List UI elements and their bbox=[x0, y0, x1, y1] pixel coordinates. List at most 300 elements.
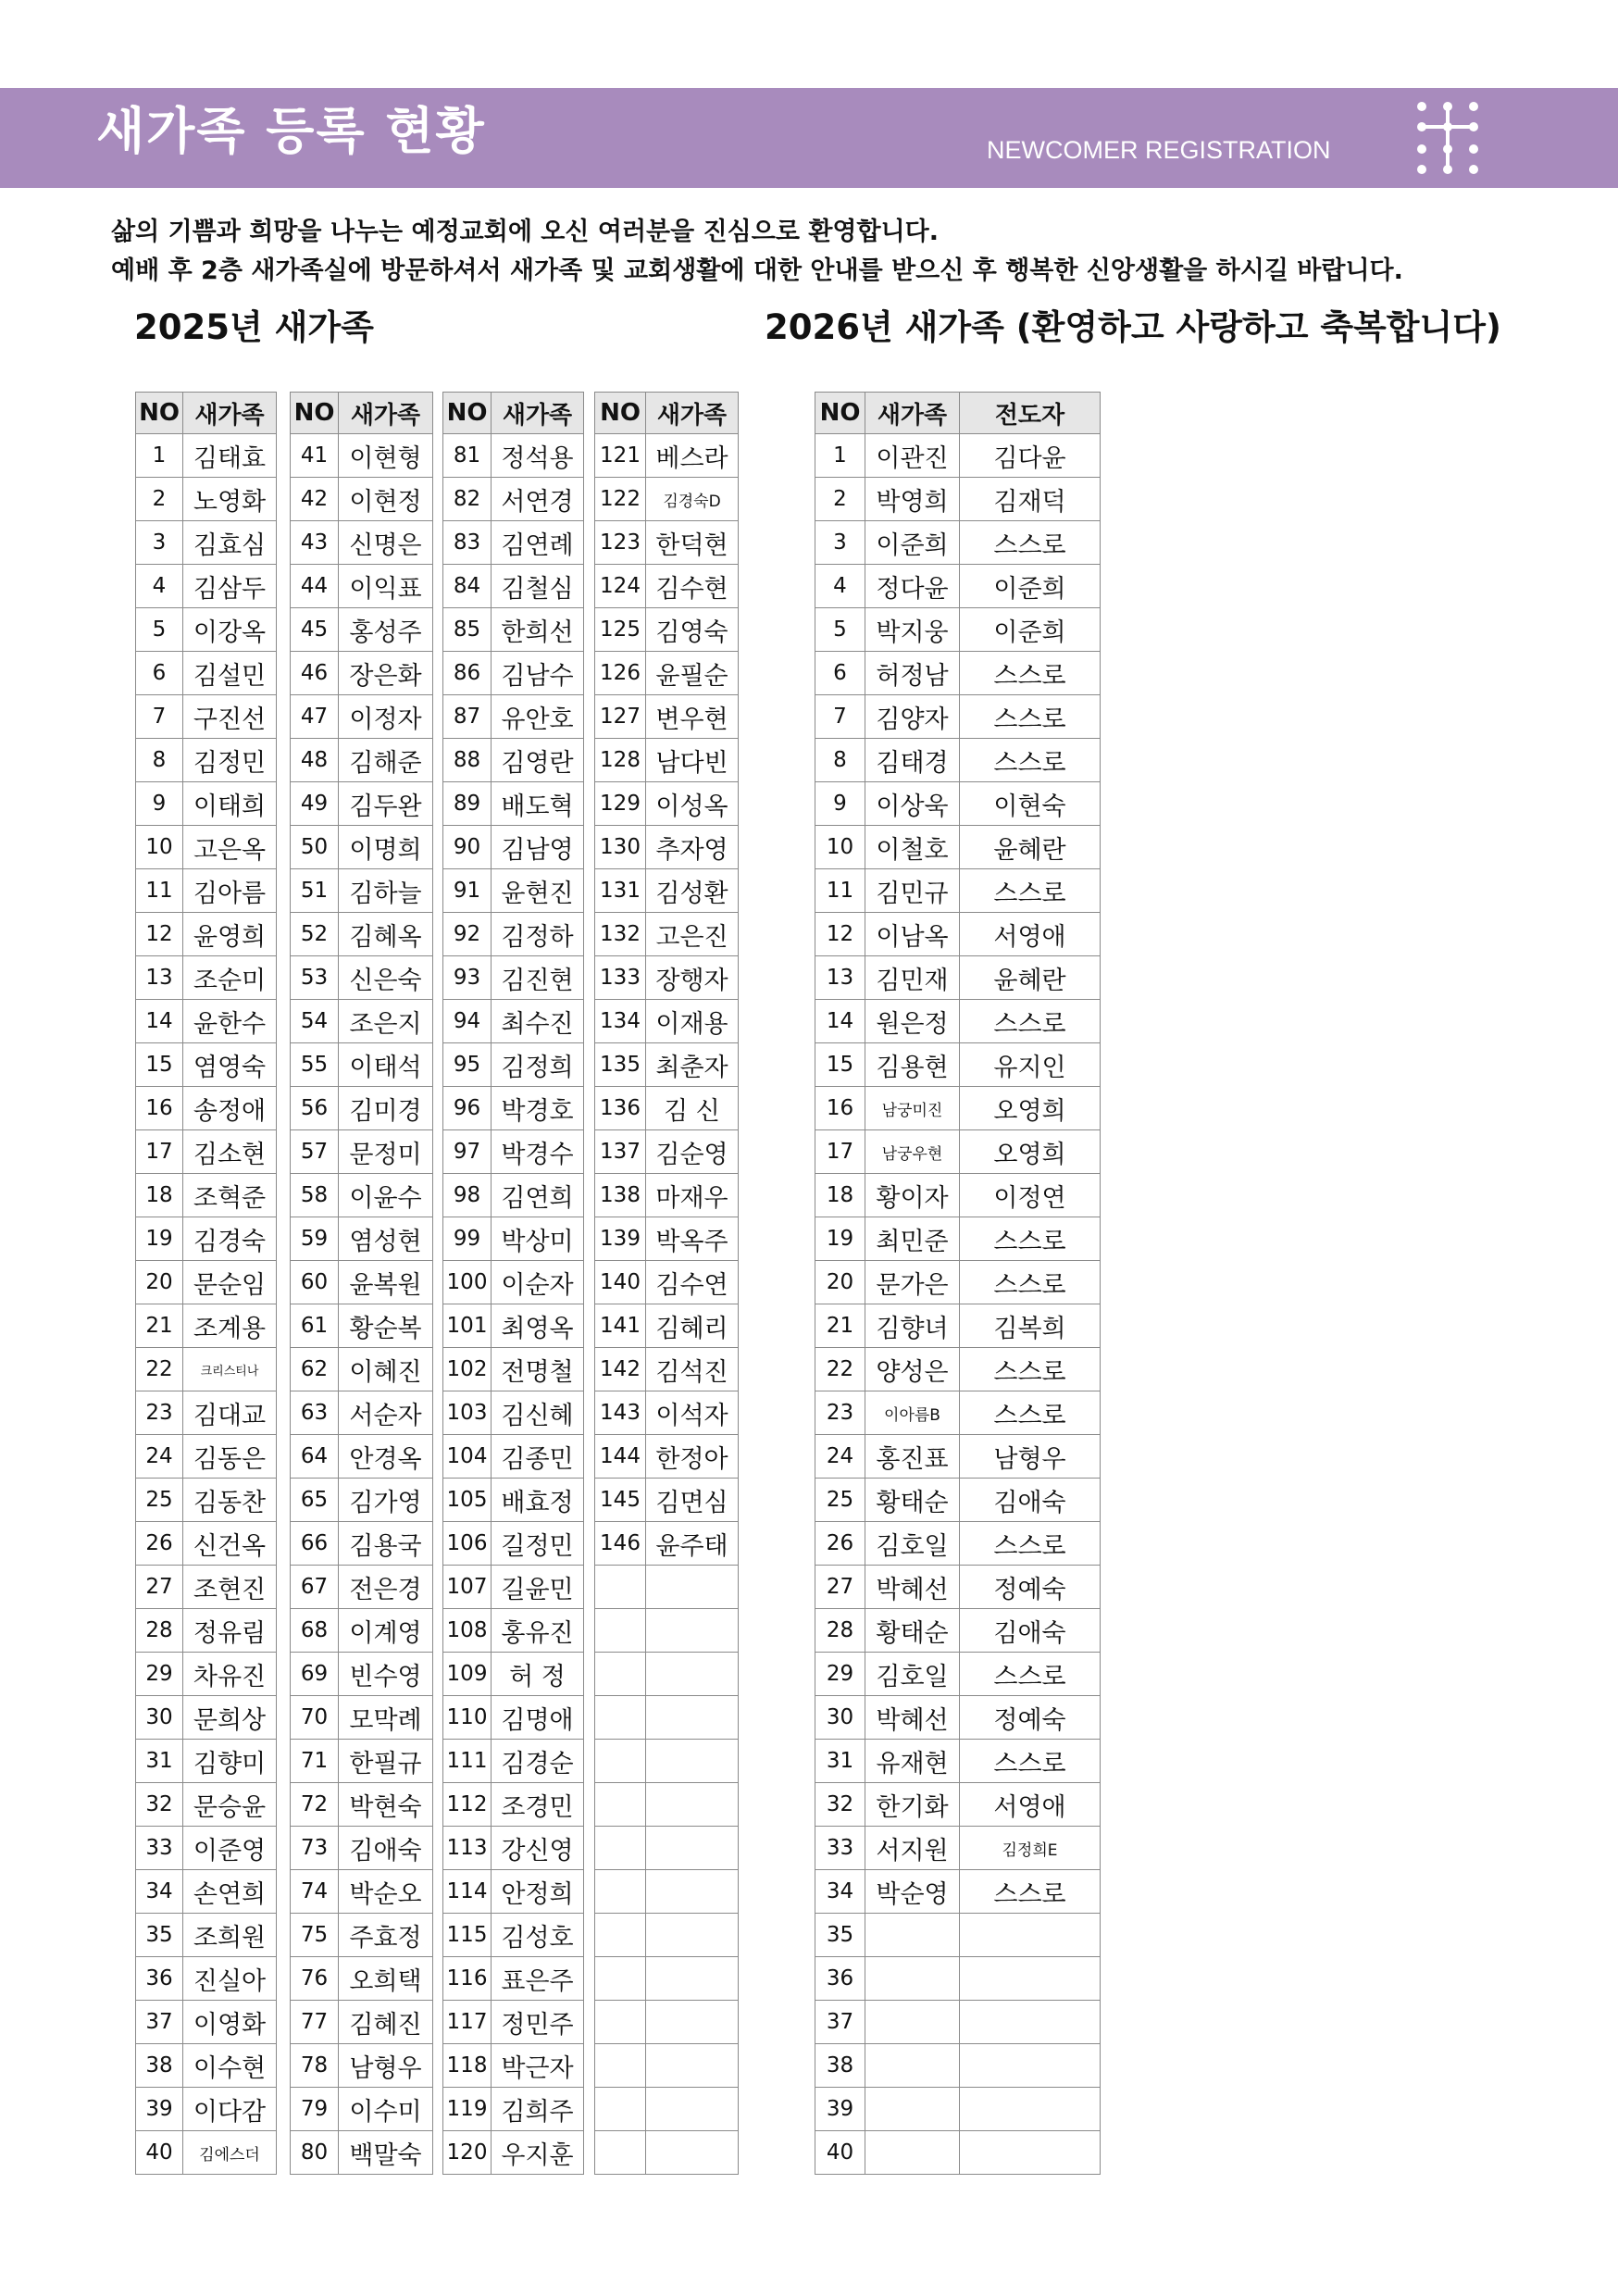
table-row bbox=[136, 1522, 277, 1566]
table-row bbox=[291, 1304, 433, 1348]
table-row bbox=[595, 1479, 739, 1522]
entry-number: 93 bbox=[443, 956, 492, 1000]
table-row bbox=[136, 565, 277, 608]
evangelist-name: 스스로 bbox=[960, 869, 1101, 913]
table-row bbox=[595, 1653, 739, 1696]
entry-number: 62 bbox=[291, 1348, 339, 1391]
entry-number: 6 bbox=[815, 652, 865, 695]
newcomer-name: 김미경 bbox=[339, 1087, 433, 1130]
entry-number: 52 bbox=[291, 913, 339, 956]
evangelist-name bbox=[960, 1914, 1101, 1957]
newcomer-name: 손연희 bbox=[183, 1870, 277, 1914]
table-row bbox=[815, 2001, 1101, 2044]
newcomer-name: 문순임 bbox=[183, 1261, 277, 1304]
table-row bbox=[136, 1914, 277, 1957]
table-row bbox=[291, 1522, 433, 1566]
newcomer-name: 송정애 bbox=[183, 1087, 277, 1130]
newcomer-name: 홍유진 bbox=[492, 1609, 584, 1653]
newcomer-name: 김동찬 bbox=[183, 1479, 277, 1522]
table-header-row bbox=[443, 393, 584, 434]
table-row bbox=[136, 1827, 277, 1870]
table-row bbox=[815, 1348, 1101, 1391]
newcomer-name: 김애숙 bbox=[339, 1827, 433, 1870]
table-row bbox=[595, 1522, 739, 1566]
entry-number: 47 bbox=[291, 695, 339, 739]
page-header bbox=[0, 88, 1618, 188]
page-title: 새가족 등록 현황 bbox=[96, 102, 486, 160]
table-row bbox=[136, 1391, 277, 1435]
newcomer-name bbox=[865, 2001, 960, 2044]
table-row bbox=[136, 2001, 277, 2044]
empty-cell bbox=[595, 1653, 646, 1696]
entry-number: 60 bbox=[291, 1261, 339, 1304]
empty-cell bbox=[646, 1914, 739, 1957]
table-row bbox=[443, 1391, 584, 1435]
table-row bbox=[291, 1566, 433, 1609]
entry-number: 135 bbox=[595, 1043, 646, 1087]
newcomer-name: 김남영 bbox=[492, 826, 584, 869]
entry-number: 7 bbox=[136, 695, 183, 739]
table-row bbox=[291, 826, 433, 869]
newcomer-name: 전은경 bbox=[339, 1566, 433, 1609]
newcomer-name: 김민규 bbox=[865, 869, 960, 913]
evangelist-name: 이준희 bbox=[960, 565, 1101, 608]
table-row bbox=[291, 1435, 433, 1479]
empty-cell bbox=[646, 1653, 739, 1696]
table-row bbox=[443, 826, 584, 869]
newcomer-name: 김해준 bbox=[339, 739, 433, 782]
entry-number: 13 bbox=[815, 956, 865, 1000]
entry-number: 90 bbox=[443, 826, 492, 869]
table-row bbox=[595, 1217, 739, 1261]
table-row bbox=[136, 608, 277, 652]
table-row bbox=[815, 521, 1101, 565]
newcomer-name: 황순복 bbox=[339, 1304, 433, 1348]
table-row bbox=[291, 1217, 433, 1261]
newcomer-name: 유안호 bbox=[492, 695, 584, 739]
table-row bbox=[291, 2001, 433, 2044]
entry-number: 5 bbox=[136, 608, 183, 652]
evangelist-name: 스스로 bbox=[960, 1261, 1101, 1304]
entry-number: 39 bbox=[136, 2088, 183, 2131]
entry-number: 4 bbox=[815, 565, 865, 608]
newcomer-name: 박혜선 bbox=[865, 1696, 960, 1740]
column-header: 새가족 bbox=[339, 393, 433, 434]
newcomer-name: 장행자 bbox=[646, 956, 739, 1000]
entry-number: 95 bbox=[443, 1043, 492, 1087]
newcomer-name: 조순미 bbox=[183, 956, 277, 1000]
evangelist-name: 서영애 bbox=[960, 913, 1101, 956]
entry-number: 117 bbox=[443, 2001, 492, 2044]
table-row bbox=[815, 1130, 1101, 1174]
newcomer-name: 김석진 bbox=[646, 1348, 739, 1391]
newcomer-name: 박옥주 bbox=[646, 1217, 739, 1261]
newcomer-name: 서순자 bbox=[339, 1391, 433, 1435]
newcomer-name: 정유림 bbox=[183, 1609, 277, 1653]
entry-number: 113 bbox=[443, 1827, 492, 1870]
entry-number: 35 bbox=[136, 1914, 183, 1957]
section-title-2026: 2026년 새가족 (환영하고 사랑하고 축복합니다) bbox=[765, 307, 1501, 347]
entry-number: 34 bbox=[815, 1870, 865, 1914]
newcomer-name: 한기화 bbox=[865, 1783, 960, 1827]
entry-number: 2 bbox=[815, 478, 865, 521]
entry-number: 21 bbox=[136, 1304, 183, 1348]
table-row bbox=[595, 521, 739, 565]
table-row bbox=[815, 1087, 1101, 1130]
newcomer-name: 이철호 bbox=[865, 826, 960, 869]
entry-number: 22 bbox=[136, 1348, 183, 1391]
table-row bbox=[136, 1870, 277, 1914]
newcomer-name: 이상욱 bbox=[865, 782, 960, 826]
table-row bbox=[291, 1653, 433, 1696]
entry-number: 56 bbox=[291, 1087, 339, 1130]
newcomer-name: 표은주 bbox=[492, 1957, 584, 2001]
table-row bbox=[136, 1566, 277, 1609]
entry-number: 98 bbox=[443, 1174, 492, 1217]
entry-number: 19 bbox=[815, 1217, 865, 1261]
newcomer-name: 안정희 bbox=[492, 1870, 584, 1914]
entry-number: 32 bbox=[136, 1783, 183, 1827]
newcomer-name: 윤한수 bbox=[183, 1000, 277, 1043]
table-row bbox=[136, 1957, 277, 2001]
newcomer-name: 이영화 bbox=[183, 2001, 277, 2044]
entry-number: 2 bbox=[136, 478, 183, 521]
table-row bbox=[443, 1130, 584, 1174]
newcomer-name: 이정자 bbox=[339, 695, 433, 739]
evangelist-name: 오영희 bbox=[960, 1130, 1101, 1174]
table-row bbox=[136, 1435, 277, 1479]
table-row bbox=[443, 1304, 584, 1348]
intro-line-2: 예배 후 2층 새가족실에 방문하셔서 새가족 및 교회생활에 대한 안내를 받으신 후 행복한 신앙생활을 하시길 바랍니다. bbox=[111, 256, 1403, 285]
table-row bbox=[136, 478, 277, 521]
table-row bbox=[291, 1043, 433, 1087]
newcomer-name: 서연경 bbox=[492, 478, 584, 521]
newcomer-name: 주효정 bbox=[339, 1914, 433, 1957]
entry-number: 4 bbox=[136, 565, 183, 608]
newcomer-name: 김면심 bbox=[646, 1479, 739, 1522]
entry-number: 19 bbox=[136, 1217, 183, 1261]
table-row bbox=[815, 1479, 1101, 1522]
entry-number: 86 bbox=[443, 652, 492, 695]
newcomer-name: 오희택 bbox=[339, 1957, 433, 2001]
column-header: NO bbox=[815, 393, 865, 434]
entry-number: 3 bbox=[136, 521, 183, 565]
column-header: NO bbox=[291, 393, 339, 434]
table-row bbox=[443, 695, 584, 739]
newcomer-name: 김혜진 bbox=[339, 2001, 433, 2044]
evangelist-name bbox=[960, 2131, 1101, 2175]
table-row bbox=[291, 739, 433, 782]
table-row bbox=[815, 913, 1101, 956]
entry-number: 40 bbox=[136, 2131, 183, 2175]
newcomer-name: 이혜진 bbox=[339, 1348, 433, 1391]
table-row bbox=[815, 739, 1101, 782]
newcomer-name: 서지원 bbox=[865, 1827, 960, 1870]
table-row bbox=[291, 521, 433, 565]
newcomer-name: 이준영 bbox=[183, 1827, 277, 1870]
table-row bbox=[291, 1261, 433, 1304]
entry-number: 44 bbox=[291, 565, 339, 608]
table-row bbox=[815, 1653, 1101, 1696]
empty-cell bbox=[646, 1696, 739, 1740]
newcomer-name: 김민재 bbox=[865, 956, 960, 1000]
newcomer-name: 김 신 bbox=[646, 1087, 739, 1130]
table-row bbox=[136, 434, 277, 478]
evangelist-name: 김다윤 bbox=[960, 434, 1101, 478]
newcomer-name: 이강옥 bbox=[183, 608, 277, 652]
table-row bbox=[595, 1000, 739, 1043]
entry-number: 66 bbox=[291, 1522, 339, 1566]
entry-number: 123 bbox=[595, 521, 646, 565]
newcomer-name: 모막례 bbox=[339, 1696, 433, 1740]
newcomer-name: 김양자 bbox=[865, 695, 960, 739]
newcomer-name: 김설민 bbox=[183, 652, 277, 695]
newcomer-name: 김혜옥 bbox=[339, 913, 433, 956]
entry-number: 74 bbox=[291, 1870, 339, 1914]
table-row bbox=[291, 1000, 433, 1043]
entry-number: 21 bbox=[815, 1304, 865, 1348]
table-row bbox=[815, 1261, 1101, 1304]
entry-number: 109 bbox=[443, 1653, 492, 1696]
evangelist-name bbox=[960, 2088, 1101, 2131]
entry-number: 9 bbox=[136, 782, 183, 826]
table-row bbox=[595, 1609, 739, 1653]
table-row bbox=[815, 869, 1101, 913]
entry-number: 83 bbox=[443, 521, 492, 565]
table-row bbox=[815, 1304, 1101, 1348]
empty-cell bbox=[595, 1914, 646, 1957]
registry-table-2025-col1 bbox=[135, 392, 277, 2175]
newcomer-name: 조희원 bbox=[183, 1914, 277, 1957]
table-row bbox=[815, 652, 1101, 695]
newcomer-name: 전명철 bbox=[492, 1348, 584, 1391]
newcomer-name: 이윤수 bbox=[339, 1174, 433, 1217]
entry-number: 108 bbox=[443, 1609, 492, 1653]
table-row bbox=[595, 1870, 739, 1914]
newcomer-name: 김명애 bbox=[492, 1696, 584, 1740]
table-row bbox=[815, 434, 1101, 478]
empty-cell bbox=[646, 2088, 739, 2131]
entry-number: 53 bbox=[291, 956, 339, 1000]
newcomer-name: 원은정 bbox=[865, 1000, 960, 1043]
newcomer-name: 고은옥 bbox=[183, 826, 277, 869]
table-row bbox=[595, 1740, 739, 1783]
newcomer-name: 김가영 bbox=[339, 1479, 433, 1522]
table-row bbox=[443, 1696, 584, 1740]
newcomer-name: 최춘자 bbox=[646, 1043, 739, 1087]
entry-number: 132 bbox=[595, 913, 646, 956]
table-row bbox=[291, 1740, 433, 1783]
entry-number: 68 bbox=[291, 1609, 339, 1653]
newcomer-name: 김영숙 bbox=[646, 608, 739, 652]
newcomer-name: 윤영희 bbox=[183, 913, 277, 956]
entry-number: 49 bbox=[291, 782, 339, 826]
newcomer-name: 문희상 bbox=[183, 1696, 277, 1740]
entry-number: 140 bbox=[595, 1261, 646, 1304]
evangelist-name: 스스로 bbox=[960, 1348, 1101, 1391]
entry-number: 127 bbox=[595, 695, 646, 739]
newcomer-name: 김순영 bbox=[646, 1130, 739, 1174]
newcomer-name: 박순영 bbox=[865, 1870, 960, 1914]
table-row bbox=[815, 956, 1101, 1000]
table-row bbox=[595, 739, 739, 782]
evangelist-name: 스스로 bbox=[960, 739, 1101, 782]
table-row bbox=[595, 1566, 739, 1609]
newcomer-name: 크리스티나 bbox=[183, 1348, 277, 1391]
evangelist-name bbox=[960, 1957, 1101, 2001]
newcomer-name: 조은지 bbox=[339, 1000, 433, 1043]
table-row bbox=[443, 1522, 584, 1566]
newcomer-name: 김정하 bbox=[492, 913, 584, 956]
newcomer-name: 이익표 bbox=[339, 565, 433, 608]
newcomer-name: 박경수 bbox=[492, 1130, 584, 1174]
table-row bbox=[595, 2044, 739, 2088]
table-row bbox=[443, 1174, 584, 1217]
evangelist-name: 스스로 bbox=[960, 1740, 1101, 1783]
newcomer-name: 한필규 bbox=[339, 1740, 433, 1783]
table-row bbox=[136, 956, 277, 1000]
entry-number: 65 bbox=[291, 1479, 339, 1522]
entry-number: 124 bbox=[595, 565, 646, 608]
table-row bbox=[291, 1348, 433, 1391]
newcomer-name bbox=[865, 2044, 960, 2088]
empty-cell bbox=[646, 1827, 739, 1870]
entry-number: 142 bbox=[595, 1348, 646, 1391]
empty-cell bbox=[646, 1566, 739, 1609]
table-row bbox=[815, 1000, 1101, 1043]
newcomer-name: 문승윤 bbox=[183, 1783, 277, 1827]
entry-number: 38 bbox=[136, 2044, 183, 2088]
newcomer-name: 마재우 bbox=[646, 1174, 739, 1217]
entry-number: 30 bbox=[815, 1696, 865, 1740]
empty-cell bbox=[595, 1783, 646, 1827]
newcomer-name: 정석용 bbox=[492, 434, 584, 478]
table-row bbox=[443, 608, 584, 652]
table-row bbox=[443, 1479, 584, 1522]
newcomer-name: 박경호 bbox=[492, 1087, 584, 1130]
entry-number: 81 bbox=[443, 434, 492, 478]
empty-cell bbox=[595, 2001, 646, 2044]
evangelist-name: 윤혜란 bbox=[960, 956, 1101, 1000]
entry-number: 138 bbox=[595, 1174, 646, 1217]
newcomer-name: 이준희 bbox=[865, 521, 960, 565]
entry-number: 40 bbox=[815, 2131, 865, 2175]
table-row bbox=[815, 565, 1101, 608]
entry-number: 59 bbox=[291, 1217, 339, 1261]
entry-number: 8 bbox=[136, 739, 183, 782]
table-row bbox=[443, 521, 584, 565]
registry-table-2025-col2 bbox=[290, 392, 433, 2175]
table-row bbox=[291, 1087, 433, 1130]
newcomer-name: 김연례 bbox=[492, 521, 584, 565]
entry-number: 5 bbox=[815, 608, 865, 652]
table-row bbox=[595, 2001, 739, 2044]
table-row bbox=[291, 1174, 433, 1217]
entry-number: 67 bbox=[291, 1566, 339, 1609]
newcomer-name: 이남옥 bbox=[865, 913, 960, 956]
newcomer-name: 이성옥 bbox=[646, 782, 739, 826]
newcomer-name: 김신혜 bbox=[492, 1391, 584, 1435]
newcomer-name: 염성현 bbox=[339, 1217, 433, 1261]
newcomer-name: 김호일 bbox=[865, 1653, 960, 1696]
entry-number: 63 bbox=[291, 1391, 339, 1435]
newcomer-name: 허정남 bbox=[865, 652, 960, 695]
newcomer-name: 안경옥 bbox=[339, 1435, 433, 1479]
table-row bbox=[443, 1827, 584, 1870]
table-row bbox=[595, 2088, 739, 2131]
table-row bbox=[291, 695, 433, 739]
entry-number: 55 bbox=[291, 1043, 339, 1087]
entry-number: 139 bbox=[595, 1217, 646, 1261]
entry-number: 133 bbox=[595, 956, 646, 1000]
page-subtitle: NEWCOMER REGISTRATION bbox=[987, 136, 1331, 164]
newcomer-name: 정민주 bbox=[492, 2001, 584, 2044]
table-row bbox=[136, 1000, 277, 1043]
table-row bbox=[595, 869, 739, 913]
table-row bbox=[136, 1130, 277, 1174]
table-row bbox=[443, 434, 584, 478]
entry-number: 92 bbox=[443, 913, 492, 956]
dots-grid-icon bbox=[1414, 99, 1481, 177]
entry-number: 80 bbox=[291, 2131, 339, 2175]
entry-number: 107 bbox=[443, 1566, 492, 1609]
evangelist-name: 스스로 bbox=[960, 1522, 1101, 1566]
evangelist-name: 김애숙 bbox=[960, 1479, 1101, 1522]
entry-number: 12 bbox=[136, 913, 183, 956]
table-row bbox=[815, 1696, 1101, 1740]
newcomer-name: 김아름 bbox=[183, 869, 277, 913]
entry-number: 54 bbox=[291, 1000, 339, 1043]
newcomer-name: 이태석 bbox=[339, 1043, 433, 1087]
table-row bbox=[136, 826, 277, 869]
table-row bbox=[136, 1653, 277, 1696]
empty-cell bbox=[646, 2044, 739, 2088]
table-row bbox=[443, 2044, 584, 2088]
table-row bbox=[443, 565, 584, 608]
newcomer-name: 백말숙 bbox=[339, 2131, 433, 2175]
evangelist-name: 스스로 bbox=[960, 695, 1101, 739]
entry-number: 38 bbox=[815, 2044, 865, 2088]
entry-number: 76 bbox=[291, 1957, 339, 2001]
entry-number: 15 bbox=[815, 1043, 865, 1087]
newcomer-name: 최영옥 bbox=[492, 1304, 584, 1348]
empty-cell bbox=[646, 2131, 739, 2175]
column-header: 전도자 bbox=[960, 393, 1101, 434]
table-header-row bbox=[815, 393, 1101, 434]
registry-table-2025-col4 bbox=[594, 392, 739, 2175]
entry-number: 70 bbox=[291, 1696, 339, 1740]
entry-number: 11 bbox=[815, 869, 865, 913]
entry-number: 136 bbox=[595, 1087, 646, 1130]
entry-number: 8 bbox=[815, 739, 865, 782]
newcomer-name: 조경민 bbox=[492, 1783, 584, 1827]
table-row bbox=[815, 2131, 1101, 2175]
newcomer-name: 문정미 bbox=[339, 1130, 433, 1174]
newcomer-name bbox=[865, 2131, 960, 2175]
entry-number: 72 bbox=[291, 1783, 339, 1827]
table-row bbox=[595, 1174, 739, 1217]
entry-number: 97 bbox=[443, 1130, 492, 1174]
entry-number: 6 bbox=[136, 652, 183, 695]
newcomer-name: 이수미 bbox=[339, 2088, 433, 2131]
evangelist-name: 스스로 bbox=[960, 1870, 1101, 1914]
table-row bbox=[136, 2131, 277, 2175]
newcomer-name: 박지웅 bbox=[865, 608, 960, 652]
newcomer-name: 조혁준 bbox=[183, 1174, 277, 1217]
column-header: NO bbox=[595, 393, 646, 434]
entry-number: 75 bbox=[291, 1914, 339, 1957]
entry-number: 45 bbox=[291, 608, 339, 652]
